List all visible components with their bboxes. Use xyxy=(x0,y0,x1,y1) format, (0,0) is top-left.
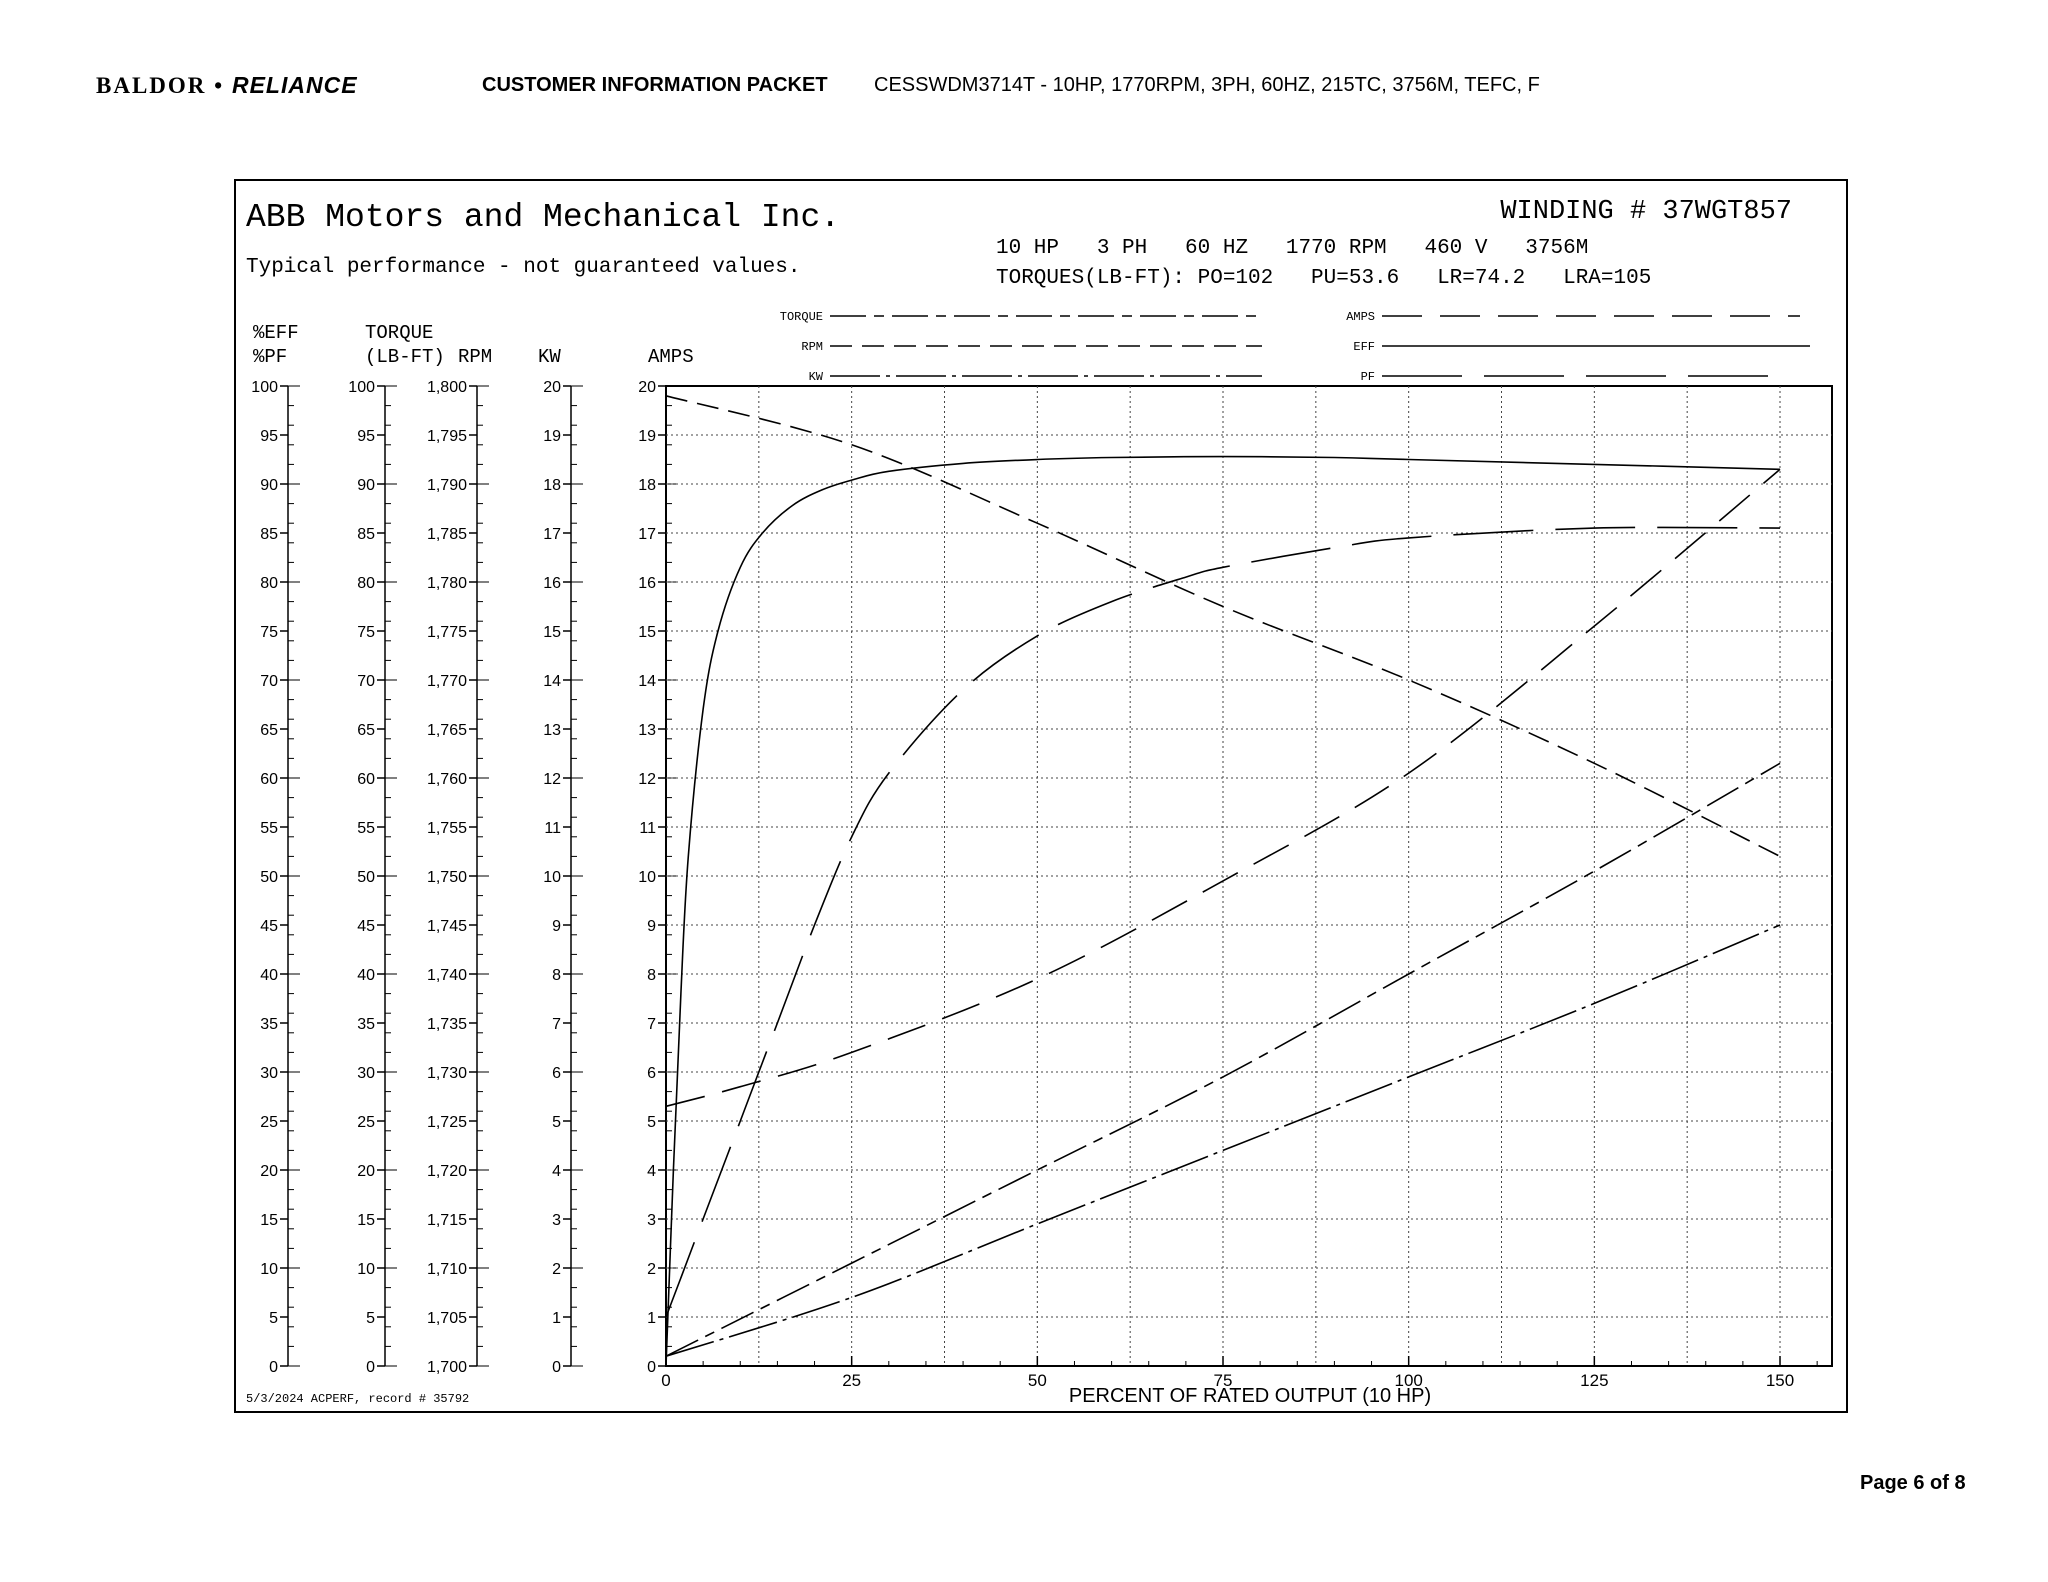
model-line: CESSWDM3714T - 10HP, 1770RPM, 3PH, 60HZ, 215TC, 3756M, TEFC, F xyxy=(874,74,1540,96)
scale-label: 50 xyxy=(357,869,375,886)
scale-label: 10 xyxy=(260,1261,278,1278)
scale-label: 18 xyxy=(543,477,561,494)
x-tick-label: 100 xyxy=(1394,1371,1423,1390)
scale-label: 19 xyxy=(543,428,561,445)
chart-winding: WINDING # 37WGT857 xyxy=(1500,197,1792,227)
scale-label: 70 xyxy=(357,673,375,690)
scale-label: 1,730 xyxy=(426,1065,467,1082)
chart-footnote: 5/3/2024 ACPERF, record # 35792 xyxy=(246,1392,470,1406)
scale-label: 55 xyxy=(357,820,375,837)
scale-label: 3 xyxy=(552,1212,561,1229)
scale-label: 1,770 xyxy=(426,673,467,690)
legend-label: PF xyxy=(1360,370,1375,384)
scale-label: 1,790 xyxy=(426,477,467,494)
scale-label: 4 xyxy=(552,1163,561,1180)
scale-label: 1,735 xyxy=(426,1016,467,1033)
scale-label: 0 xyxy=(647,1359,656,1376)
scale-label: 10 xyxy=(357,1261,375,1278)
x-tick-label: 150 xyxy=(1765,1371,1795,1390)
scale-label: 25 xyxy=(260,1114,278,1131)
axis-headers xyxy=(253,322,694,368)
scale-label: 15 xyxy=(260,1212,278,1229)
left-scales xyxy=(251,379,678,1376)
scale-label: 9 xyxy=(552,918,561,935)
legend-label: EFF xyxy=(1353,340,1375,354)
scale-label: 100 xyxy=(251,379,278,396)
scale-label: 90 xyxy=(357,477,375,494)
scale-label: 1,800 xyxy=(426,379,467,396)
scale-label: 100 xyxy=(348,379,375,396)
scale-label: 1,720 xyxy=(426,1163,467,1180)
scale-label: 40 xyxy=(357,967,375,984)
scale-label: 2 xyxy=(647,1261,656,1278)
scale-label: 60 xyxy=(357,771,375,788)
scale-label: 80 xyxy=(357,575,375,592)
packet-title: CUSTOMER INFORMATION PACKET xyxy=(482,74,828,96)
scale-label: 14 xyxy=(543,673,561,690)
scale-label: 1 xyxy=(552,1310,561,1327)
scale-label: 6 xyxy=(552,1065,561,1082)
axis-header: KW xyxy=(538,346,561,368)
scale-label: 1,750 xyxy=(426,869,467,886)
x-axis-label: PERCENT OF RATED OUTPUT (10 HP) xyxy=(1068,1385,1432,1407)
chart-company: ABB Motors and Mechanical Inc. xyxy=(246,199,841,236)
scale-label: 17 xyxy=(638,526,656,543)
scale-label: 95 xyxy=(260,428,278,445)
scale-label: 11 xyxy=(639,820,656,837)
scale-label: 45 xyxy=(260,918,278,935)
scale-label: 45 xyxy=(357,918,375,935)
chart-subtitle: Typical performance - not guaranteed values. xyxy=(246,256,801,279)
scale-label: 13 xyxy=(543,722,561,739)
scale-label: 6 xyxy=(647,1065,656,1082)
scale-label: 12 xyxy=(638,771,656,788)
scale-label: 20 xyxy=(638,379,656,396)
scale-label: 85 xyxy=(260,526,278,543)
grid-lines xyxy=(666,386,1832,1366)
scale-label: 1,785 xyxy=(426,526,467,543)
scale-label: 1,780 xyxy=(426,575,467,592)
scale-label: 40 xyxy=(260,967,278,984)
scale-label: 12 xyxy=(543,771,561,788)
scale-label: 35 xyxy=(357,1016,375,1033)
scale-label: 15 xyxy=(357,1212,375,1229)
scale-label: 75 xyxy=(357,624,375,641)
scale-label: 10 xyxy=(638,869,656,886)
x-tick-label: 25 xyxy=(842,1371,862,1390)
legend-label: RPM xyxy=(801,340,823,354)
scale-label: 1,710 xyxy=(426,1261,467,1278)
page-number: Page 6 of 8 xyxy=(1860,1472,1966,1494)
scale-label: 55 xyxy=(260,820,278,837)
scale-label: 90 xyxy=(260,477,278,494)
scale-label: 1,760 xyxy=(426,771,467,788)
x-tick-label: 125 xyxy=(1580,1371,1609,1390)
scale-label: 1,705 xyxy=(426,1310,467,1327)
legend-label: KW xyxy=(808,370,823,384)
scale-label: 19 xyxy=(638,428,656,445)
scale-label: 10 xyxy=(543,869,561,886)
scale-label: 5 xyxy=(647,1114,656,1131)
scale-label: 16 xyxy=(543,575,561,592)
brand-right: RELIANCE xyxy=(231,72,358,98)
scale-label: 8 xyxy=(647,967,656,984)
scale-label: 1,700 xyxy=(426,1359,467,1376)
chart-specs: 10 HP 3 PH 60 HZ 1770 RPM 460 V 3756M xyxy=(996,237,1589,260)
scale-label: 17 xyxy=(543,526,561,543)
scale-label: 20 xyxy=(543,379,561,396)
scale-label: 15 xyxy=(638,624,656,641)
scale-label: 7 xyxy=(647,1016,656,1033)
axis-header: AMPS xyxy=(648,346,694,368)
scale-label: 70 xyxy=(260,673,278,690)
brand-sep: • xyxy=(214,73,225,98)
scale-label: 0 xyxy=(366,1359,375,1376)
brand-left: BALDOR xyxy=(96,73,207,98)
scale-label: 60 xyxy=(260,771,278,788)
scale-label: 0 xyxy=(552,1359,561,1376)
legend-label: TORQUE xyxy=(779,310,823,324)
scale-label: 0 xyxy=(269,1359,278,1376)
axis-header: RPM xyxy=(458,346,493,368)
chart-torques: TORQUES(LB-FT): PO=102 PU=53.6 LR=74.2 LRA=105 xyxy=(996,267,1652,290)
scale-label: 25 xyxy=(357,1114,375,1131)
scale-label: 2 xyxy=(552,1261,561,1278)
scale-label: 14 xyxy=(638,673,656,690)
scale-label: 7 xyxy=(552,1016,561,1033)
scale-label: 18 xyxy=(638,477,656,494)
scale-label: 1,795 xyxy=(426,428,467,445)
scale-label: 30 xyxy=(260,1065,278,1082)
scale-label: 4 xyxy=(647,1163,656,1180)
scale-label: 1,755 xyxy=(426,820,467,837)
scale-label: 1 xyxy=(647,1310,656,1327)
scale-label: 1,765 xyxy=(426,722,467,739)
scale-label: 16 xyxy=(638,575,656,592)
scale-label: 20 xyxy=(357,1163,375,1180)
scale-label: 30 xyxy=(357,1065,375,1082)
scale-label: 1,745 xyxy=(426,918,467,935)
scale-label: 1,740 xyxy=(426,967,467,984)
scale-label: 1,775 xyxy=(426,624,467,641)
scale-label: 20 xyxy=(260,1163,278,1180)
x-tick-label: 75 xyxy=(1213,1371,1233,1390)
scale-label: 3 xyxy=(647,1212,656,1229)
scale-label: 13 xyxy=(638,722,656,739)
x-tick-label: 0 xyxy=(661,1371,671,1390)
scale-label: 1,715 xyxy=(426,1212,467,1229)
scale-label: 5 xyxy=(366,1310,375,1327)
axis-header-top: TORQUE xyxy=(365,322,434,344)
scale-label: 65 xyxy=(357,722,375,739)
axis-header: %PF xyxy=(253,346,288,368)
legend-label: AMPS xyxy=(1346,310,1375,324)
scale-label: 35 xyxy=(260,1016,278,1033)
plot-area xyxy=(661,386,1832,1390)
scale-label: 5 xyxy=(269,1310,278,1327)
scale-label: 8 xyxy=(552,967,561,984)
scale-label: 95 xyxy=(357,428,375,445)
scale-label: 65 xyxy=(260,722,278,739)
scale-label: 85 xyxy=(357,526,375,543)
scale-label: 1,725 xyxy=(426,1114,467,1131)
scale-label: 75 xyxy=(260,624,278,641)
scale-label: 5 xyxy=(552,1114,561,1131)
axis-header-top: %EFF xyxy=(253,322,299,344)
scale-label: 9 xyxy=(647,918,656,935)
scale-label: 11 xyxy=(544,820,561,837)
x-tick-label: 50 xyxy=(1027,1371,1047,1390)
scale-label: 80 xyxy=(260,575,278,592)
chart-legend xyxy=(780,310,1810,384)
scale-label: 15 xyxy=(543,624,561,641)
scale-label: 50 xyxy=(260,869,278,886)
axis-header: (LB-FT) xyxy=(365,346,445,368)
